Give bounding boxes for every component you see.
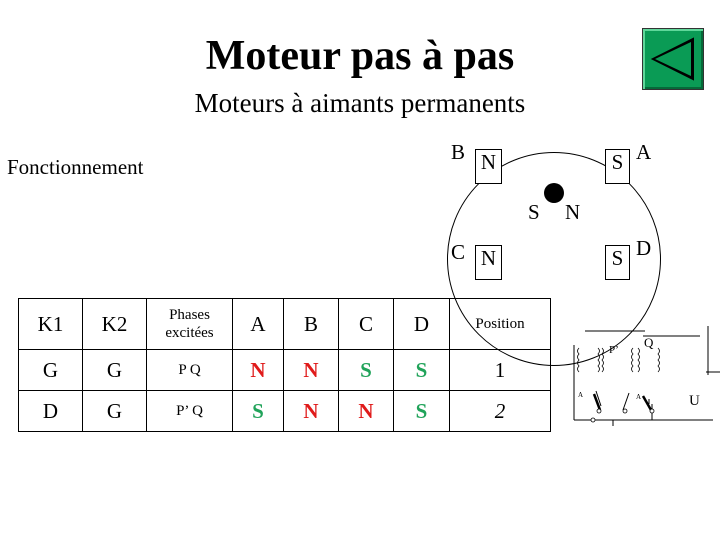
header-k2: K2 xyxy=(83,299,147,350)
cell-k2: G xyxy=(83,350,147,391)
cell-c: N xyxy=(339,391,394,432)
label-a1: A xyxy=(578,391,584,399)
coil-a-label: A xyxy=(636,140,652,164)
header-d: D xyxy=(394,299,450,350)
cell-c: S xyxy=(339,350,394,391)
table-header-row xyxy=(19,299,551,350)
coil-b-pole: N xyxy=(475,149,502,184)
back-triangle-icon xyxy=(643,29,703,89)
cell-a: S xyxy=(233,391,284,432)
header-position: Position xyxy=(450,299,551,350)
page-subtitle: Moteurs à aimants permanents xyxy=(194,88,526,118)
label-q: Q xyxy=(644,335,654,350)
back-button[interactable] xyxy=(642,28,704,90)
header-k1: K1 xyxy=(19,299,83,350)
table-row xyxy=(19,350,551,391)
cell-b: N xyxy=(284,391,339,432)
cell-k2: G xyxy=(83,391,147,432)
header-c: C xyxy=(339,299,394,350)
cell-b: N xyxy=(284,350,339,391)
label-u: U xyxy=(689,393,700,409)
coil-b-label: B xyxy=(451,140,466,164)
cell-position: 2 xyxy=(450,391,551,432)
label-a2: A xyxy=(636,393,642,401)
table-row xyxy=(19,391,551,432)
cell-phases: P’ Q xyxy=(147,391,233,432)
page-title: Moteur pas à pas xyxy=(205,33,515,79)
cell-k1: D xyxy=(19,391,83,432)
coil-a-pole: S xyxy=(605,149,630,184)
header-phases: Phases excitées xyxy=(147,299,233,350)
cell-a: N xyxy=(233,350,284,391)
switch-contacts xyxy=(594,394,651,410)
circuit-schematic xyxy=(565,300,720,435)
coil-c-label: C xyxy=(451,240,466,264)
coil-d-label: D xyxy=(636,236,652,260)
label-p-prime: P’ xyxy=(609,344,619,356)
cell-d: S xyxy=(394,391,450,432)
rotor-pole-north: N xyxy=(565,200,581,224)
cell-phases: P Q xyxy=(147,350,233,391)
cell-position: 1 xyxy=(450,350,551,391)
rotor-axis xyxy=(544,183,564,203)
section-label: Fonctionnement xyxy=(7,155,144,179)
cell-d: S xyxy=(394,350,450,391)
header-b: B xyxy=(284,299,339,350)
coil-c-pole: N xyxy=(475,245,502,280)
cell-k1: G xyxy=(19,350,83,391)
phase-table xyxy=(18,298,551,432)
coil-d-pole: S xyxy=(605,245,630,280)
rotor-pole-south: S xyxy=(528,200,540,224)
header-a: A xyxy=(233,299,284,350)
